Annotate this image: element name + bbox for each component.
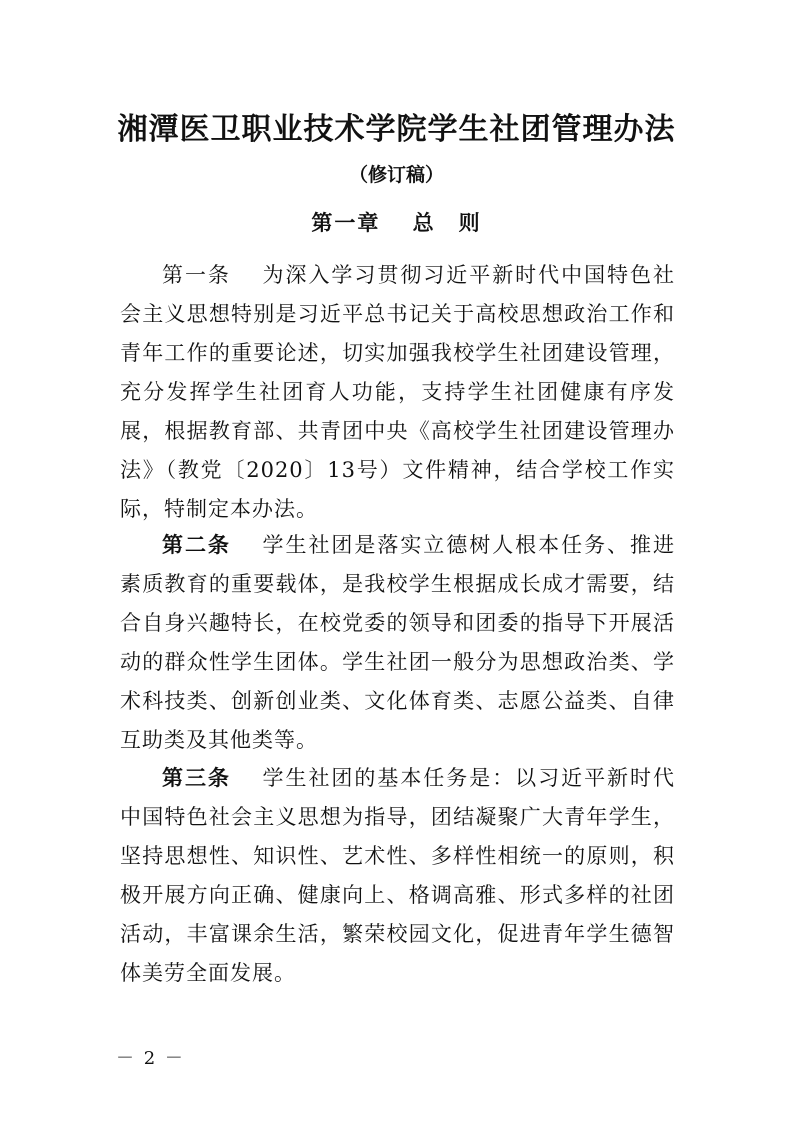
article-3 <box>120 759 675 993</box>
document-title: 湘潭医卫职业技术学院学生社团管理办法 <box>117 112 676 147</box>
article-1-text: 为深入学习贯彻习近平新时代中国特色社会主义思想特别是习近平总书记关于高校思想政治工作和青年工作的重要论述，切实加强我校学生社团建设管理，充分发挥学生社团育人功能，支持学生社团健康有序发展，根据教育部、共青团中央《高校学生社团建设管理办法》（教党〔2020〕13号）文件精神，结合学校工作实际，特制定本办法。 <box>120 263 675 521</box>
article-2-heading: 第二条 <box>162 533 231 557</box>
chapter-heading: 第一章 总 则 <box>311 210 482 235</box>
article-3-heading: 第三条 <box>162 766 231 790</box>
article-1 <box>120 256 675 529</box>
article-2-text: 学生社团是落实立德树人根本任务、推进素质教育的重要载体，是我校学生根据成长成才需要，结合自身兴趣特长，在校党委的领导和团委的指导下开展活动的群众性学生团体。学生社团一般分为思想政治类、学术科技类、创新创业类、文化体育类、志愿公益类、自律互助类及其他类等。 <box>120 533 675 752</box>
document-subtitle: （修订稿） <box>348 164 444 186</box>
article-2 <box>120 526 675 760</box>
article-1-heading: 第一条 <box>162 263 231 287</box>
page-number: － 2 － <box>116 1048 185 1069</box>
article-3-text: 学生社团的基本任务是：以习近平新时代中国特色社会主义思想为指导，团结凝聚广大青年学生，坚持思想性、知识性、艺术性、多样性相统一的原则，积极开展方向正确、健康向上、格调高雅、形式多样的社团活动，丰富课余生活，繁荣校园文化，促进青年学生德智体美劳全面发展。 <box>120 766 675 985</box>
